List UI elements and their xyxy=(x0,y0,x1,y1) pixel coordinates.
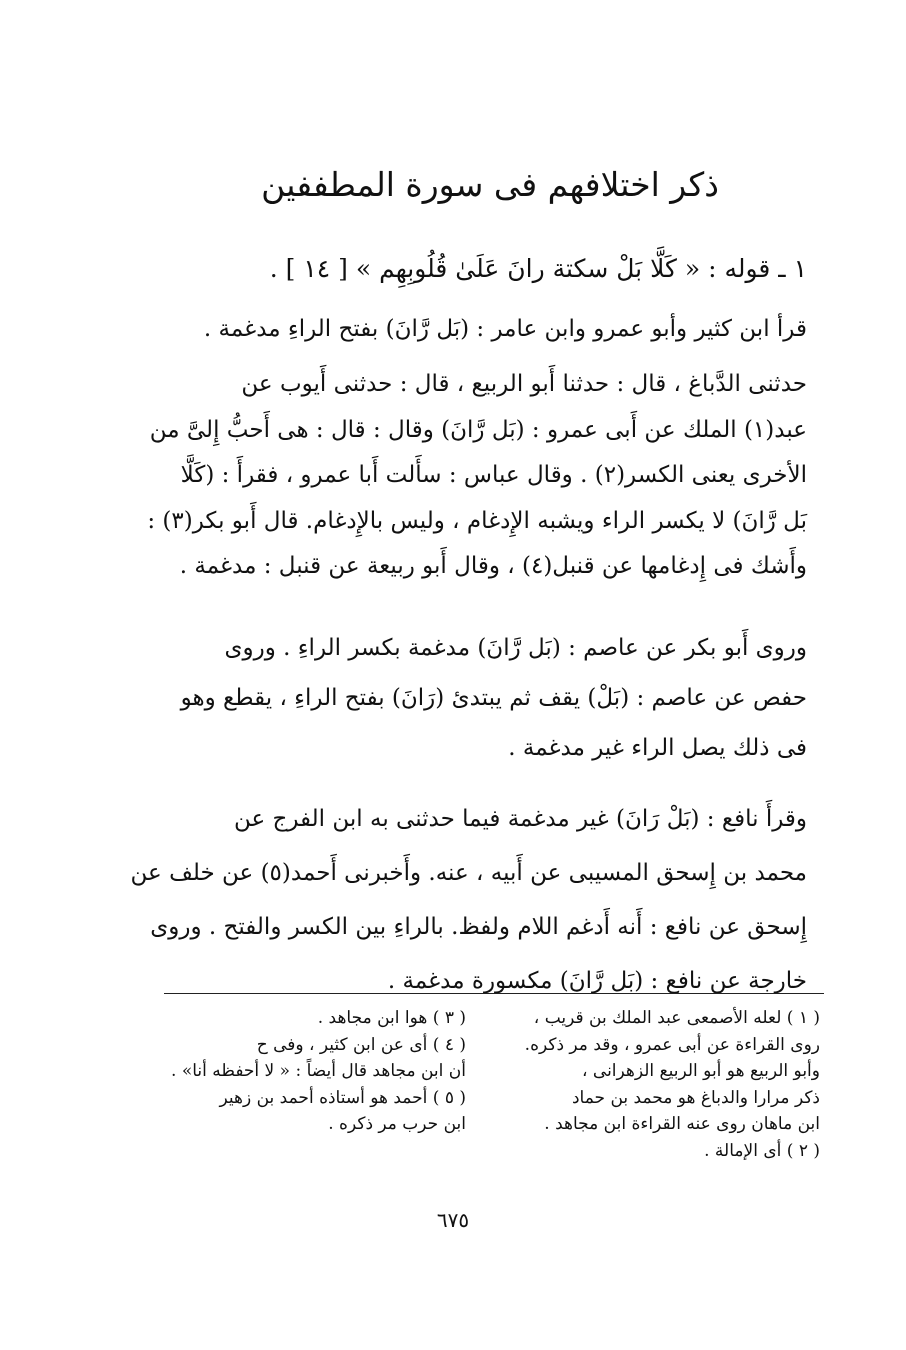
paragraph-1: قرأ ابن كثير وأبو عمرو وابن عامر : (بَل رَّانَ) بفتح الراءِ مدغمة . xyxy=(203,316,807,342)
footnote-line: ( ٢ ) أى الإمالة . xyxy=(704,1140,820,1161)
paragraph-line: خارجة عن نافع : (بَل رَّانَ) مكسورة مدغمة . xyxy=(387,968,807,994)
paragraph-line: حدثنى الدَّباغ ، قال : حدثنا أَبو الربيع ، قال : حدثنى أَيوب عن xyxy=(241,371,807,397)
footnote-line: ( ٥ ) أحمد هو أستاذه أحمد بن زهير xyxy=(219,1087,466,1108)
footnote-line: ابن ماهان روى عنه القراءة ابن مجاهد . xyxy=(544,1114,820,1134)
paragraph-line: عبد(١) الملك عن أَبى عمرو : (بَل رَّانَ) وقال : قال : هى أَحبُّ إِلىَّ من xyxy=(149,416,807,443)
paragraph-4 xyxy=(130,792,807,1008)
footnote-line: ذكر مرارا والدباغ هو محمد بن حماد xyxy=(571,1087,820,1108)
footnote-line: روى القراءة عن أبى عمرو ، وقد مر ذكره. xyxy=(524,1034,820,1055)
paragraph-line: وروى أَبو بكر عن عاصم : (بَل رَّانَ) مدغمة بكسر الراءِ . وروى xyxy=(224,635,807,661)
footnotes-right-column xyxy=(490,1005,820,1164)
chapter-title: ذكر اختلافهم فى سورة المطففين xyxy=(261,165,719,204)
footnote-line: ( ٣ ) هوا ابن مجاهد . xyxy=(317,1008,466,1028)
page-number: ٦٧٥ xyxy=(436,1208,470,1232)
paragraph-2 xyxy=(147,362,807,590)
paragraph-line: الأخرى يعنى الكسر(٢) . وقال عباس : سأَلت أَبا عمرو ، فقرأَ : (كَلَّا xyxy=(180,462,807,488)
verse-heading: ١ ـ قوله : « كَلَّا بَلْ سكتة رانَ عَلَىٰ قُلُوبِهِم » [ ١٤ ] . xyxy=(269,254,807,283)
paragraph-line: حفص عن عاصم : (بَلْ) يقف ثم يبتدئ (رَانَ) بفتح الراءِ ، يقطع وهو xyxy=(180,685,807,711)
paragraph-line: بَل رَّانَ) لا يكسر الراء ويشبه الإِدغام ، وليس بالإِدغام. قال أَبو بكر(٣) : xyxy=(147,507,807,534)
paragraph-line: وأَشك فى إِدغامها عن قنبل(٤) ، وقال أَبو ربيعة عن قنبل : مدغمة . xyxy=(179,553,807,579)
footnotes-left-column xyxy=(136,1005,466,1138)
footnote-line: وأبو الربيع هو أبو الربيع الزهرانى ، xyxy=(582,1061,820,1081)
paragraph-3 xyxy=(147,623,807,773)
footnote-line: ابن حرب مر ذكره . xyxy=(328,1114,466,1134)
footnote-line: أن ابن مجاهد قال أيضاً : « لا أحفظه أنا» . xyxy=(171,1061,466,1081)
footnote-line: ( ١ ) لعله الأصمعى عبد الملك بن قريب ، xyxy=(533,1008,820,1028)
footnote-line: ( ٤ ) أى عن ابن كثير ، وفى ح xyxy=(256,1034,466,1055)
footnote-divider xyxy=(164,993,824,994)
paragraph-line: فى ذلك يصل الراء غير مدغمة . xyxy=(508,735,807,761)
paragraph-line: إِسحق عن نافع : أَنه أَدغم اللام ولفظ. بالراءِ بين الكسر والفتح . وروى xyxy=(150,914,807,940)
paragraph-line: وقرأَ نافع : (بَلْ رَانَ) غير مدغمة فيما حدثنى به ابن الفرج عن xyxy=(233,806,807,832)
paragraph-line: محمد بن إِسحق المسيبى عن أَبيه ، عنه. وأَخبرنى أَحمد(٥) عن خلف عن xyxy=(130,860,807,886)
